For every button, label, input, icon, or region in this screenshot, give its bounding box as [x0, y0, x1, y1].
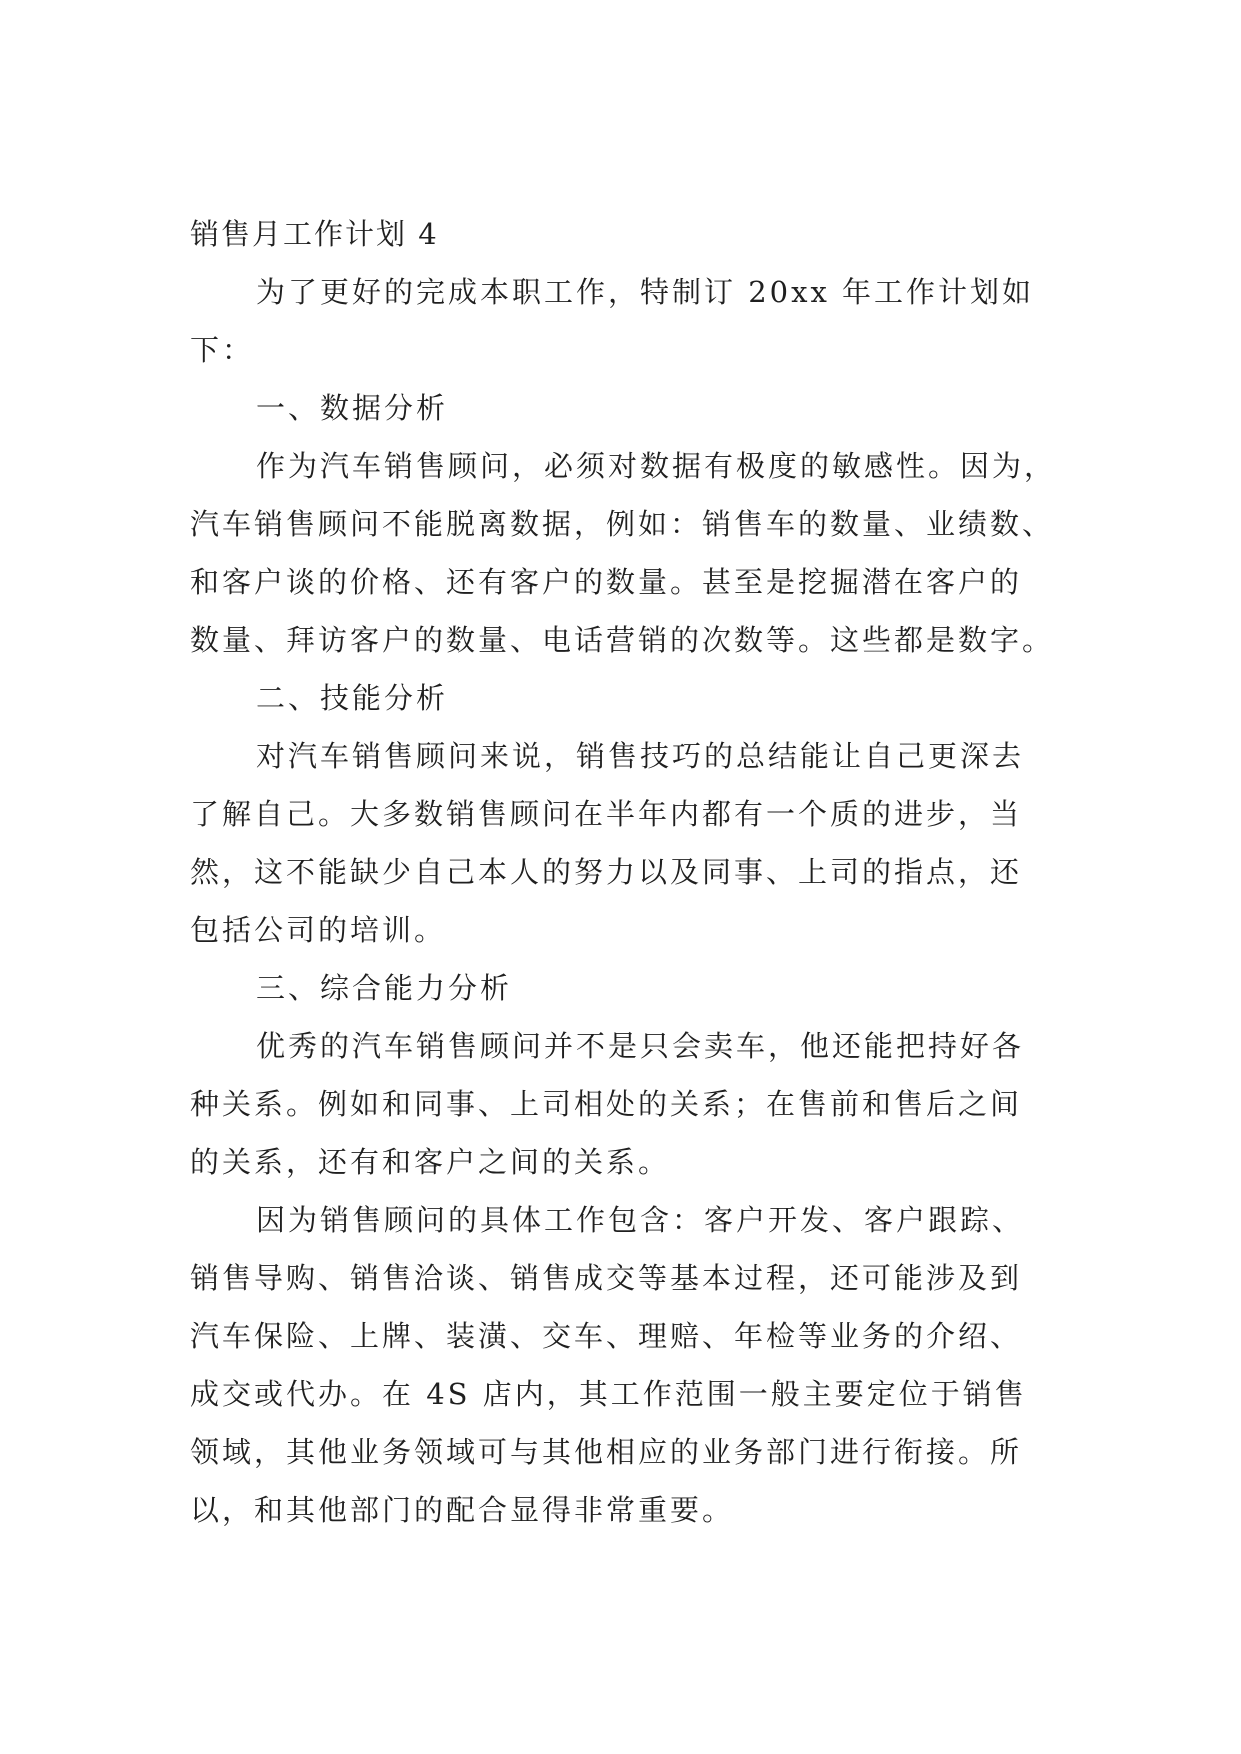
intro-line-1: 为了更好的完成本职工作，特制订 20xx 年工作计划如: [256, 275, 1035, 309]
section-heading-skill-analysis: 二、技能分析: [256, 681, 449, 715]
paragraph-line: 因为销售顾问的具体工作包含：客户开发、客户跟踪、: [256, 1203, 1025, 1237]
paragraph-line: 对汽车销售顾问来说，销售技巧的总结能让自己更深去: [256, 739, 1025, 773]
document-page: [190, 205, 1057, 1539]
paragraph-line: 销售导购、销售洽谈、销售成交等基本过程，还可能涉及到: [190, 1261, 1023, 1295]
section-heading-overall-ability: 三、综合能力分析: [256, 971, 513, 1005]
paragraph-line: 成交或代办。在 4S 店内，其工作范围一般主要定位于销售: [190, 1377, 1027, 1411]
paragraph-line: 数量、拜访客户的数量、电话营销的次数等。这些都是数字。: [190, 623, 1055, 657]
intro-line-2: 下：: [190, 333, 255, 367]
paragraph-line: 优秀的汽车销售顾问并不是只会卖车，他还能把持好各: [256, 1029, 1025, 1063]
document-title: 销售月工作计划 4: [190, 217, 439, 251]
paragraph-line: 的关系，还有和客户之间的关系。: [190, 1145, 671, 1179]
paragraph-line: 然，这不能缺少自己本人的努力以及同事、上司的指点，还: [190, 855, 1023, 889]
paragraph-line: 了解自己。大多数销售顾问在半年内都有一个质的进步，当: [190, 797, 1023, 831]
paragraph-line: 作为汽车销售顾问，必须对数据有极度的敏感性。因为，: [256, 449, 1057, 483]
paragraph-line: 汽车保险、上牌、装潢、交车、理赔、年检等业务的介绍、: [190, 1319, 1023, 1353]
paragraph-line: 汽车销售顾问不能脱离数据，例如：销售车的数量、业绩数、: [190, 507, 1055, 541]
section-heading-data-analysis: 一、数据分析: [256, 391, 449, 425]
paragraph-line: 领域，其他业务领域可与其他相应的业务部门进行衔接。所: [190, 1435, 1023, 1469]
paragraph-line: 种关系。例如和同事、上司相处的关系；在售前和售后之间: [190, 1087, 1023, 1121]
paragraph-line: 和客户谈的价格、还有客户的数量。甚至是挖掘潜在客户的: [190, 565, 1023, 599]
paragraph-line: 包括公司的培训。: [190, 913, 447, 947]
paragraph-line: 以，和其他部门的配合显得非常重要。: [190, 1493, 735, 1527]
